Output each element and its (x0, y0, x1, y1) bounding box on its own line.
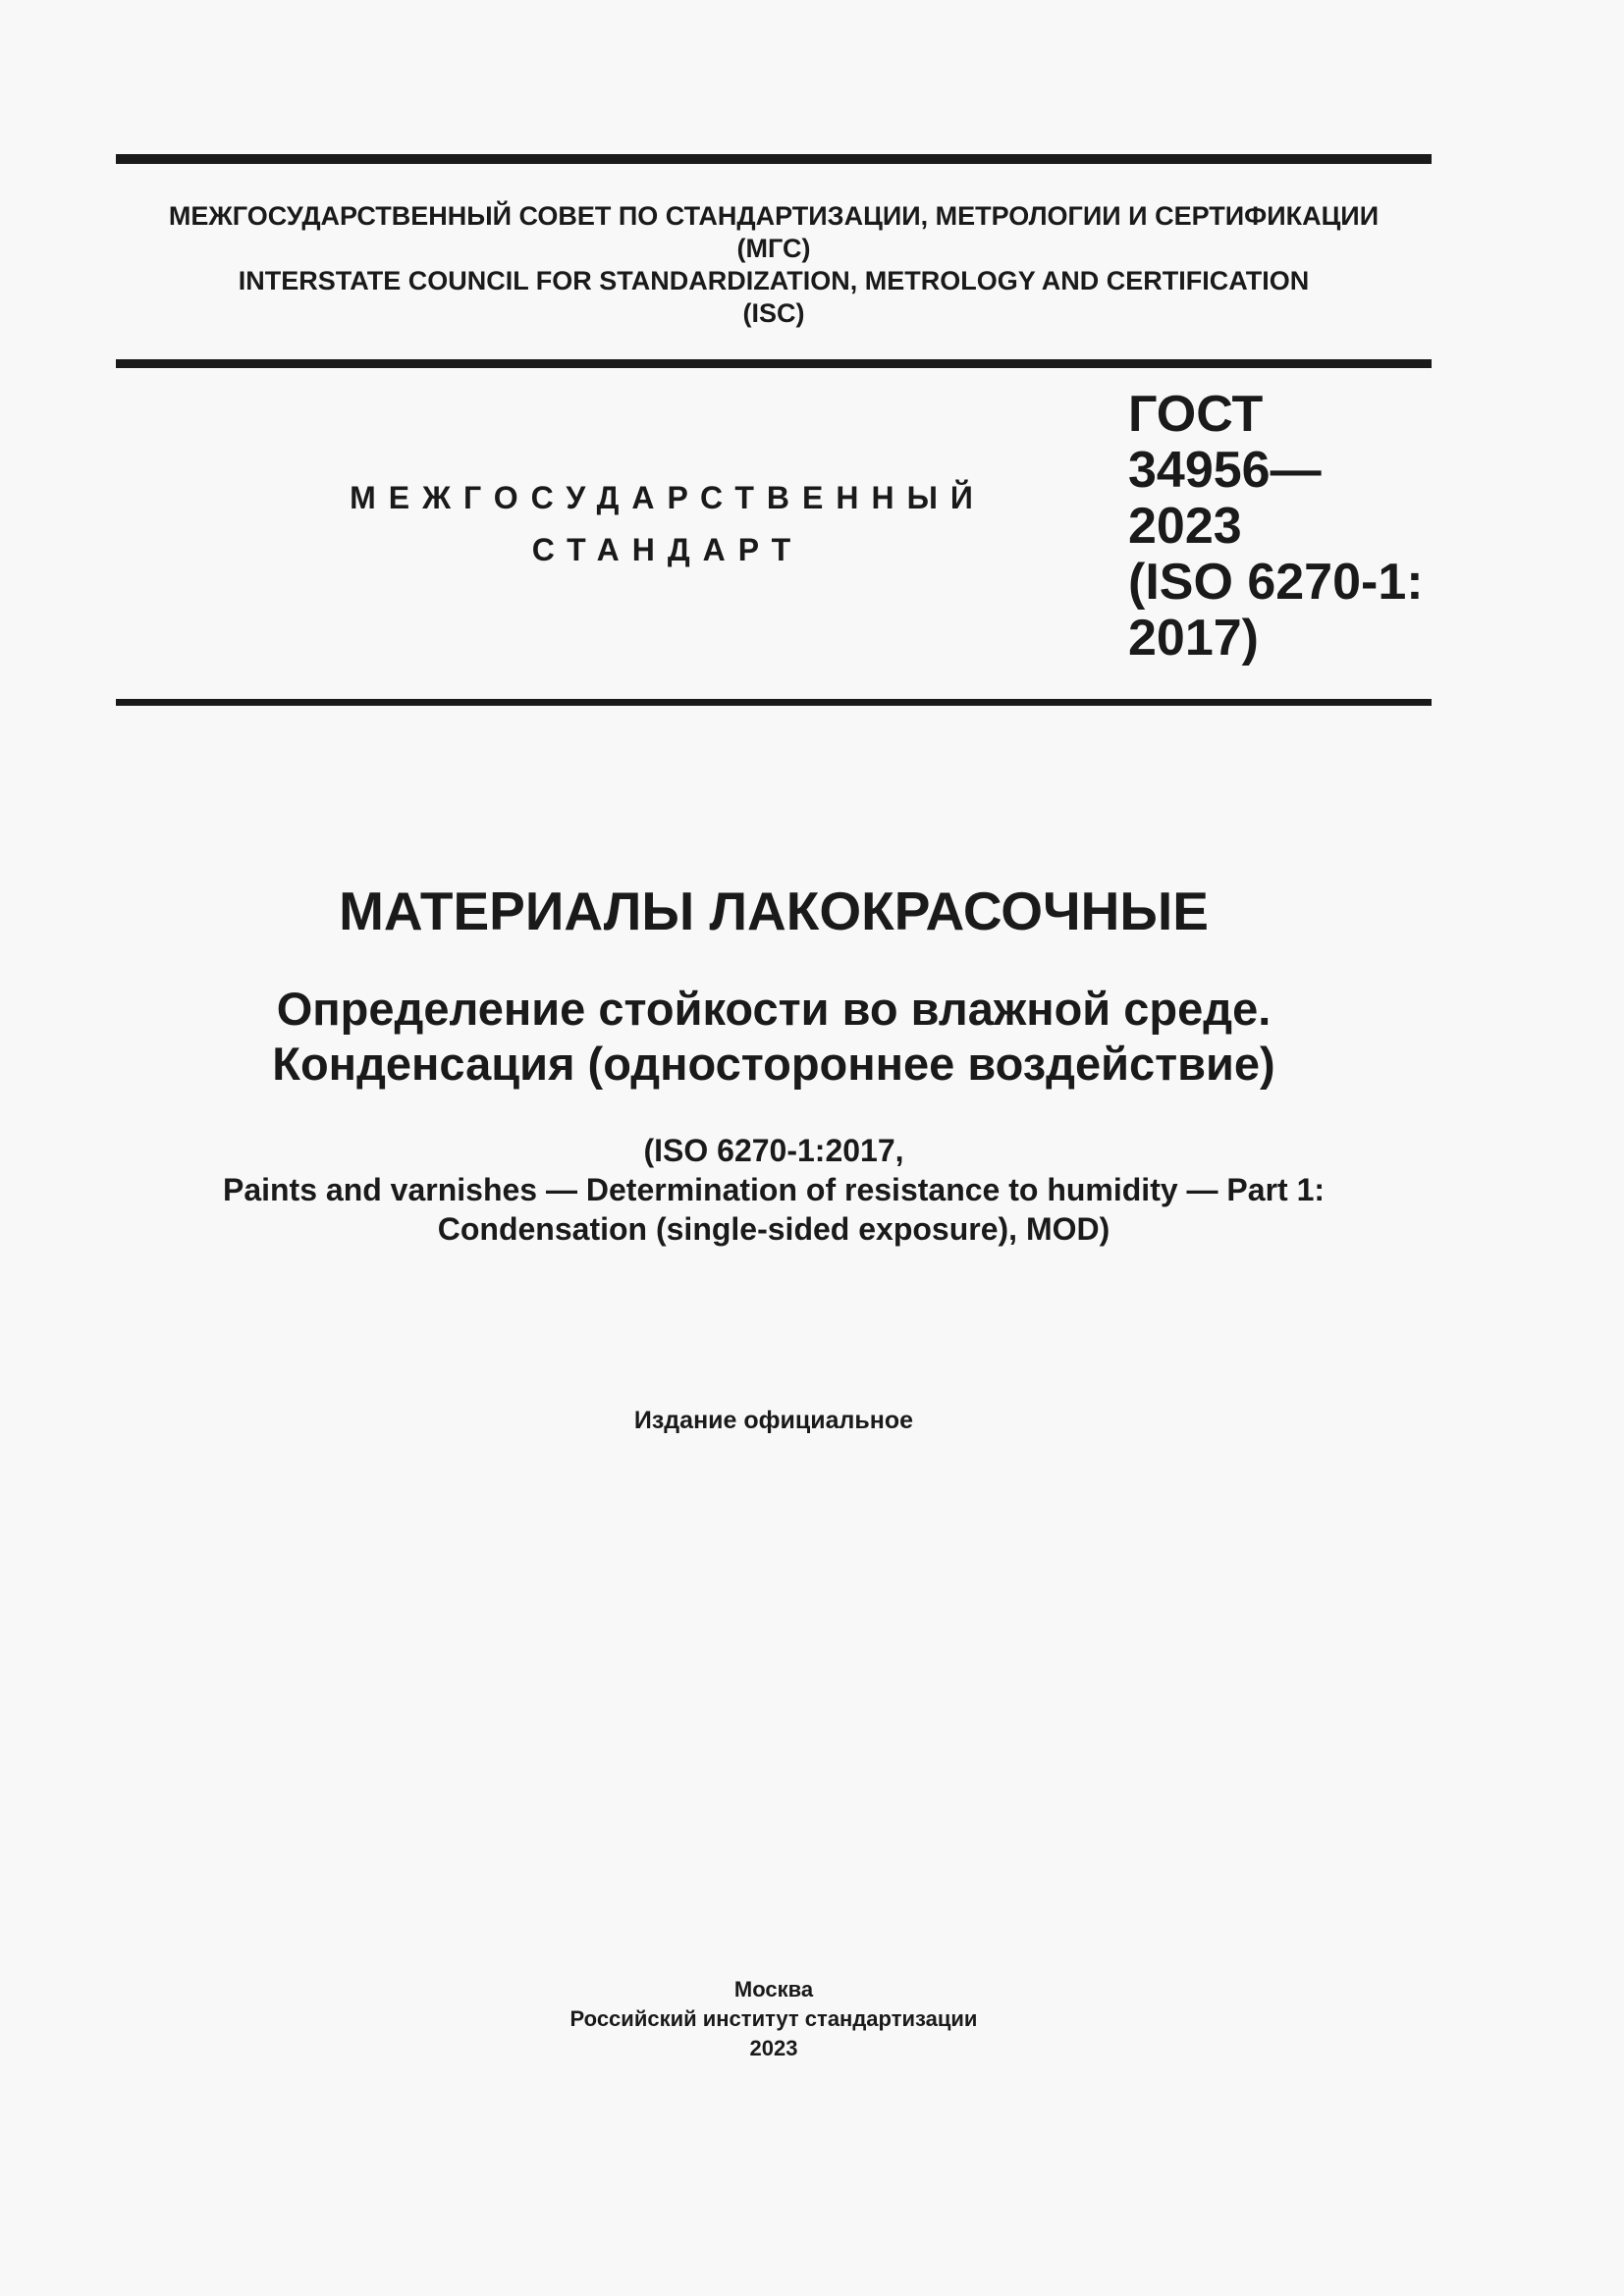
council-name-ru: МЕЖГОСУДАРСТВЕННЫЙ СОВЕТ ПО СТАНДАРТИЗАЦИИ, МЕТРОЛОГИИ И СЕРТИФИКАЦИИ (168, 201, 1380, 231)
council-abbr-en: (ISC) (742, 298, 805, 328)
standard-kind-line-2: СТАНДАРТ (531, 532, 804, 567)
subtitle-line-2: Конденсация (одностороннее воздействие) (272, 1038, 1275, 1090)
designation-line-5: 2017) (1128, 610, 1259, 667)
subtitle-line-1: Определение стойкости во влажной среде. (276, 983, 1272, 1035)
standard-kind (295, 472, 1041, 576)
standard-kind-line-1: МЕЖГОСУДАРСТВЕННЫЙ (350, 480, 986, 515)
designation-line-3: 2023 (1128, 498, 1242, 555)
standard-designation (1128, 387, 1423, 667)
iso-reference-line-2: Paints and varnishes — Determination of resistance to humidity — Part 1: (222, 1172, 1326, 1207)
council-name-en: INTERSTATE COUNCIL FOR STANDARDIZATION, METROLOGY AND CERTIFICATION (238, 266, 1310, 295)
bottom-divider (116, 699, 1432, 706)
top-divider (116, 154, 1432, 164)
document-title: МАТЕРИАЛЫ ЛАКОКРАСОЧНЫЕ (339, 881, 1209, 941)
designation-line-4: (ISO 6270-1: (1128, 554, 1424, 611)
council-header (116, 200, 1432, 330)
imprint-city: Москва (733, 1977, 814, 2002)
imprint-year: 2023 (749, 2036, 798, 2060)
edition-note: Издание официальное (633, 1407, 914, 1434)
imprint-publisher: Российский институт стандартизации (569, 2006, 978, 2031)
designation-line-1: ГОСТ (1128, 386, 1264, 443)
middle-divider (116, 359, 1432, 368)
document-subtitle (116, 982, 1432, 1092)
iso-reference-line-3: Condensation (single-sided exposure), MOD) (437, 1211, 1110, 1247)
iso-reference-line-1: (ISO 6270-1:2017, (643, 1133, 904, 1168)
imprint (116, 1975, 1432, 2063)
council-abbr-ru: (МГС) (736, 234, 811, 263)
designation-line-2: 34956— (1128, 442, 1322, 499)
iso-reference (116, 1131, 1432, 1249)
